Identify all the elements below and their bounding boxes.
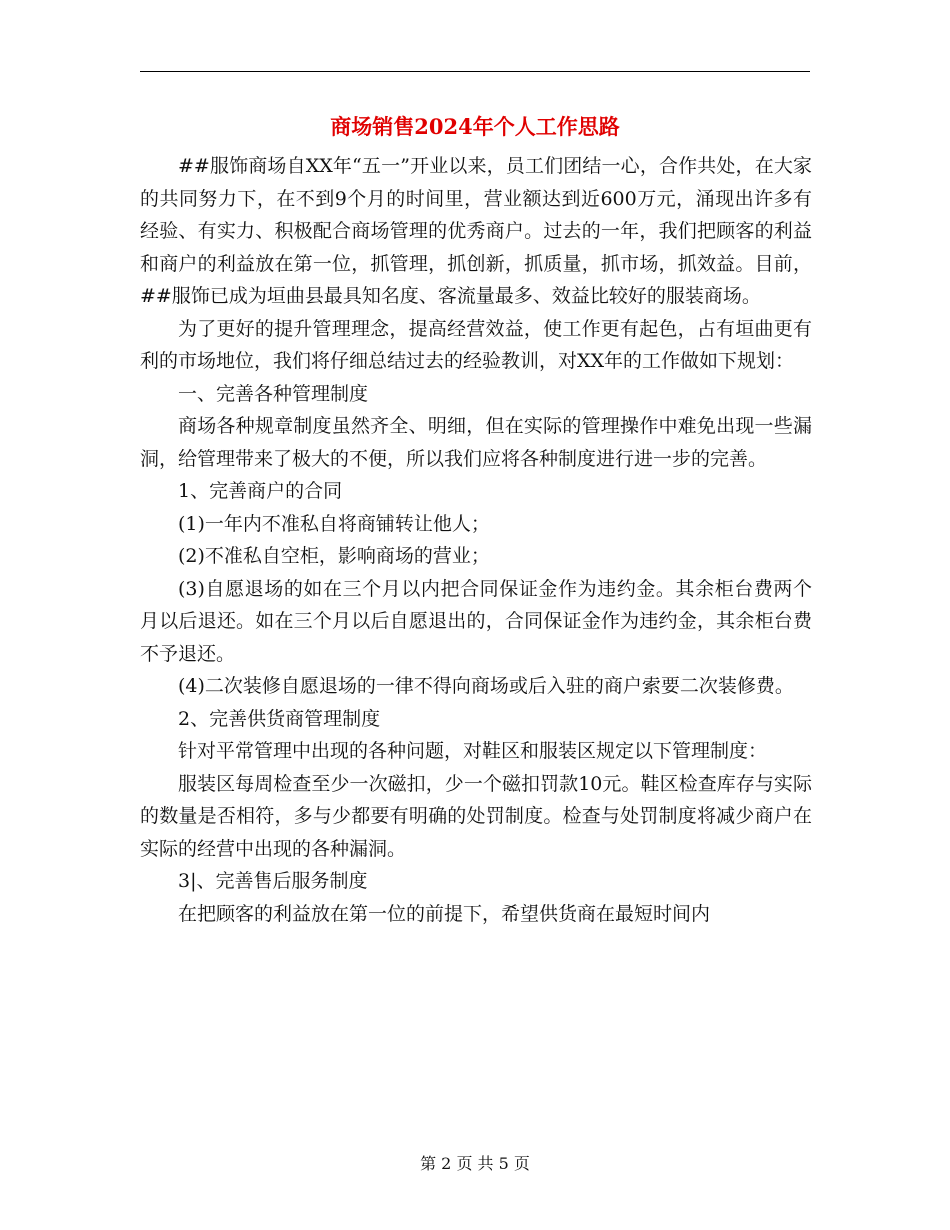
- list-item-4: (4)二次装修自愿退场的一律不得向商场或后入驻的商户索要二次装修费。: [178, 675, 794, 697]
- paragraph-intro: ##服饰商场自XX年“五一”开业以来，员工们团结一心，合作共处，在大家的共同努力下，在不到9个月的时间里，营业额达到近600万元，涌现出许多有经验、有实力、积极配合商场管理的优秀商户。过去的一年，我们把顾客的利益和商户的利益放在第一位，抓管理，抓创新，抓质量，抓市场，抓效益。目前，##服饰已成为垣曲县最具知名度、客流量最多、效益比较好的服装商场。: [140, 155, 812, 307]
- heading-contract: 1、完善商户的合同: [178, 480, 343, 502]
- header-rule: [140, 71, 810, 72]
- paragraph-supplier: 针对平常管理中出现的各种问题，对鞋区和服装区规定以下管理制度：: [178, 740, 768, 762]
- document-title: 商场销售2024年个人工作思路: [330, 114, 620, 139]
- list-item-1: (1)一年内不准私自将商铺转让他人；: [178, 512, 490, 535]
- page-number: 第 2 页 共 5 页: [420, 1154, 530, 1173]
- paragraph-plan: 为了更好的提升管理理念，提高经营效益，使工作更有起色，占有垣曲更有利的市场地位，我们将仔细总结过去的经验教训，对XX年的工作做如下规划：: [140, 317, 812, 372]
- heading-section-1: 一、完善各种管理制度: [178, 382, 369, 405]
- paragraph-inspection: 服装区每周检查至少一次磁扣，少一个磁扣罚款10元。鞋区检查库存与实际的数量是否相符，多与少都要有明确的处罚制度。检查与处罚制度将减少商户在实际的经营中出现的各种漏洞。: [140, 772, 812, 860]
- heading-supplier: 2、完善供货商管理制度: [178, 707, 381, 730]
- list-item-2: (2)不准私自空柜，影响商场的营业；: [178, 545, 490, 567]
- paragraph-rules: 商场各种规章制度虽然齐全、明细，但在实际的管理操作中难免出现一些漏洞，给管理带来了极大的不便，所以我们应将各种制度进行进一步的完善。: [140, 415, 812, 470]
- paragraph-after-sales: 在把顾客的利益放在第一位的前提下，希望供货商在最短时间内: [178, 902, 711, 925]
- heading-after-sales: 3|、完善售后服务制度: [178, 870, 368, 892]
- document-body: [140, 150, 812, 930]
- list-item-3: (3)自愿退场的如在三个月以内把合同保证金作为违约金。其余柜台费两个月以后退还。如在三个月以后自愿退出的，合同保证金作为违约金，其余柜台费不予退还。: [140, 577, 812, 665]
